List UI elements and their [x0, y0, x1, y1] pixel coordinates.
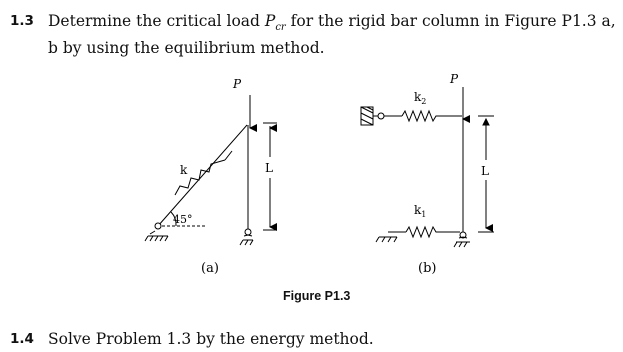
spring-bottom-label-b: $k_1$: [414, 203, 427, 219]
load-label-a: P: [233, 77, 242, 91]
length-label-b: L: [481, 164, 489, 178]
spring-label-a: k: [180, 163, 188, 177]
problem-number: 1.4: [10, 331, 34, 347]
figure-part-b: [361, 87, 494, 247]
problem-text: Determine the critical load $P_{cr}$ for the rigid bar column in Figure P1.3 a, b by using the equilibrium method.: [48, 12, 616, 58]
spring-top-b: [402, 111, 462, 121]
angle-label-a: 45°: [173, 213, 193, 226]
figure-caption: Figure P1.3: [283, 289, 351, 303]
inclined-bar-a: [158, 125, 247, 226]
spring-top-label-b: $k_2$: [414, 90, 427, 106]
figure-part-a: [145, 95, 277, 245]
part-label-a: (a): [201, 261, 219, 276]
part-label-b: (b): [418, 261, 437, 276]
problem-text: Solve Problem 1.3 by the energy method.: [48, 330, 374, 348]
hinge-right-a: [245, 229, 251, 235]
length-label-a: L: [265, 161, 273, 175]
problem-number: 1.3: [10, 13, 34, 29]
critical-load-symbol: $P_{cr}$: [264, 12, 286, 34]
load-label-b: P: [450, 72, 459, 86]
hinge-left-a: [155, 223, 161, 229]
spring-bottom-b: [406, 227, 460, 237]
